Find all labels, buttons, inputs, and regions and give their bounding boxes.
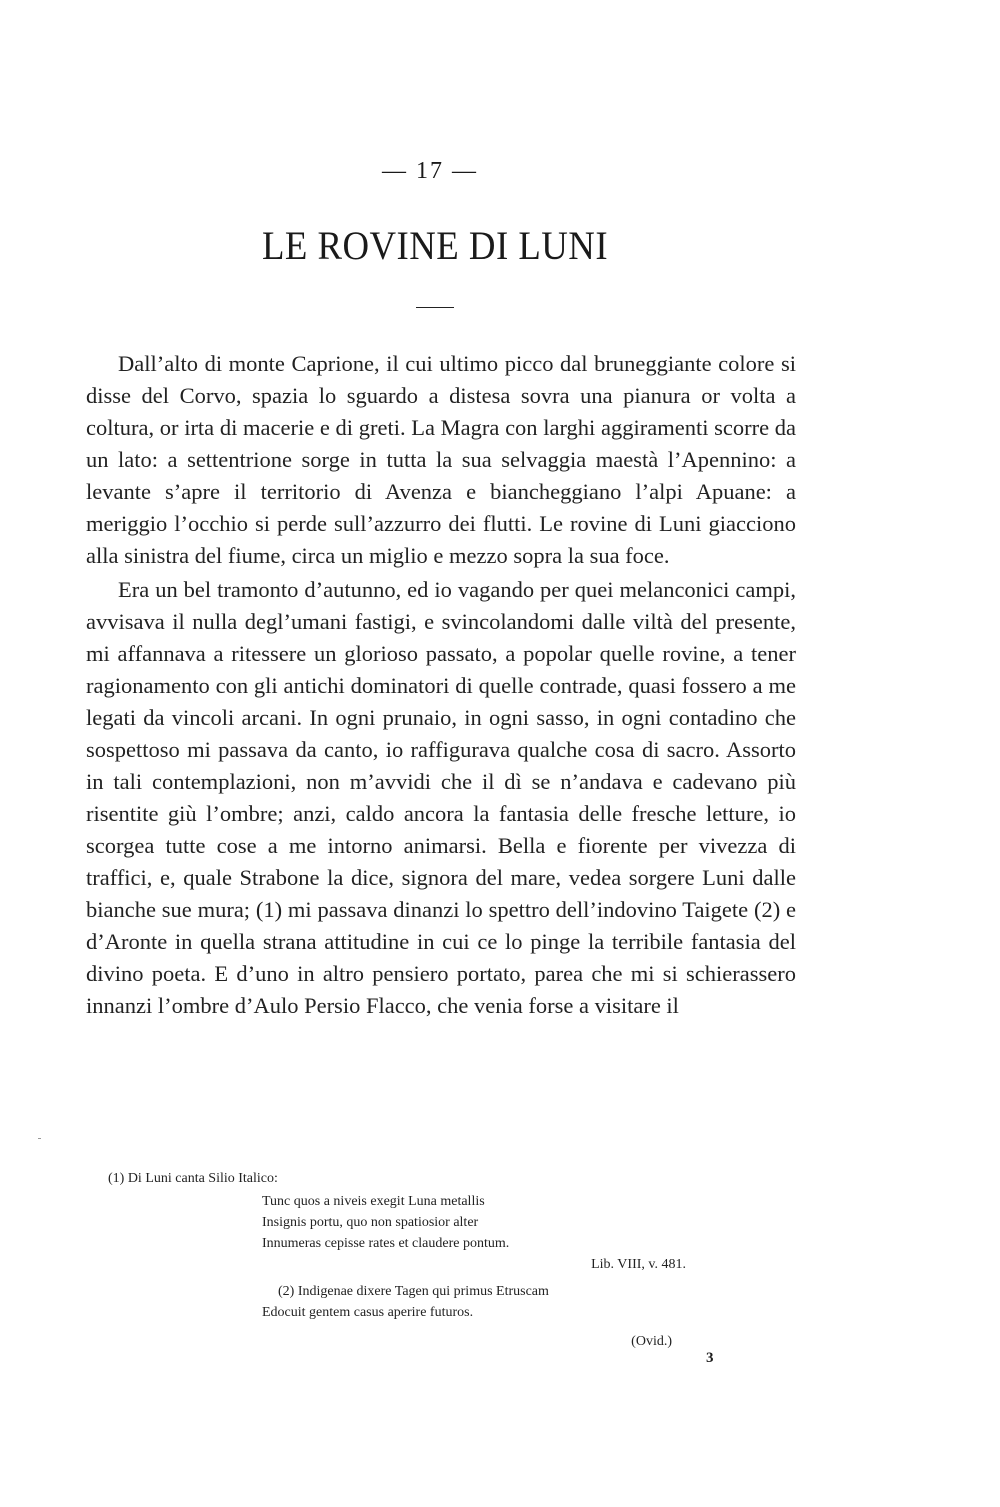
title-divider [416,307,454,308]
body-text [86,348,796,1022]
chapter-title: LE ROVINE DI LUNI [261,223,609,268]
margin-mark [38,1138,41,1139]
footnote-2-line: (2) Indigenae dixere Tagen qui primus Etruscam [278,1284,549,1299]
footnote-1-verse: Insignis portu, quo non spatiosior alter [262,1215,479,1230]
footnotes [100,1168,700,1352]
signature-mark: 3 [706,1350,714,1366]
footnote-1-verse: Tunc quos a niveis exegit Luna metallis [262,1194,485,1209]
footnote-1-intro: (1) Di Luni canta Silio Italico: [108,1171,278,1186]
footnote-2 [100,1281,700,1323]
paragraph-2: Era un bel tramonto d’autunno, ed io vagando per quei melanconici campi, avvisava il nulla degl’umani fastigi, e svincolandomi dalle viltà del presente, mi affannava a ritessere un glorioso passato, a popolar quelle rovine, a tener ragionamento con gli antichi dominatori di quelle contrade, quasi fossero a me legati da vincoli arcani. In ogni prunaio, in ogni sasso, in ogni contadino che sospettoso mi passava da canto, io raffigurava qualche cosa di sacro. Assorto in tali contemplazioni, non m’avvidi che il dì se n’andava e cadevano più risentite giù l’ombre; anzi, caldo ancora la fantasia delle fresche letture, io scorgea tutte cose a me intorno animarsi. Bella e fiorente per vivezza di traffici, e, quale Strabone la dice, signora del mare, vedea sorgere Luni dalle bianche sue mura; (1) mi passava dinanzi lo spettro dell’indovino Taigete (2) e d’Aronte in quella strana attitudine in cui ce lo pinge la terribile fantasia del divino poeta. E d’uno in altro pensiero portato, parea che mi si schierassero innanzi l’ombre d’Aulo Persio Flacco, che venia forse a visitare il [86,577,796,1018]
page-number: — 17 — [382,158,478,184]
footnote-1-reference: Lib. VIII, v. 481. [591,1257,686,1272]
paragraph-1: Dall’alto di monte Caprione, il cui ultimo picco dal bruneggiante colore si disse del Corvo, spazia lo sguardo a distesa sovra una pianura or volta a coltura, or irta di macerie e di greti. La Magra con larghi aggiramenti scorre da un lato: a settentrione sorge in tutta la sua selvaggia maestà l’Apennino: a levante s’apre il territorio di Avenza e biancheggiano l’alpi Apuane: a meriggio l’occhio si perde sull’azzurro dei flutti. Le rovine di Luni giacciono alla sinistra del fiume, circa un miglio e mezzo sopra la sua foce. [86,351,796,568]
footnote-2-source: (Ovid.) [631,1334,672,1349]
footnote-1-verse: Innumeras cepisse rates et claudere pontum. [262,1236,510,1251]
footnote-2-line: Edocuit gentem casus aperire futuros. [262,1305,474,1320]
